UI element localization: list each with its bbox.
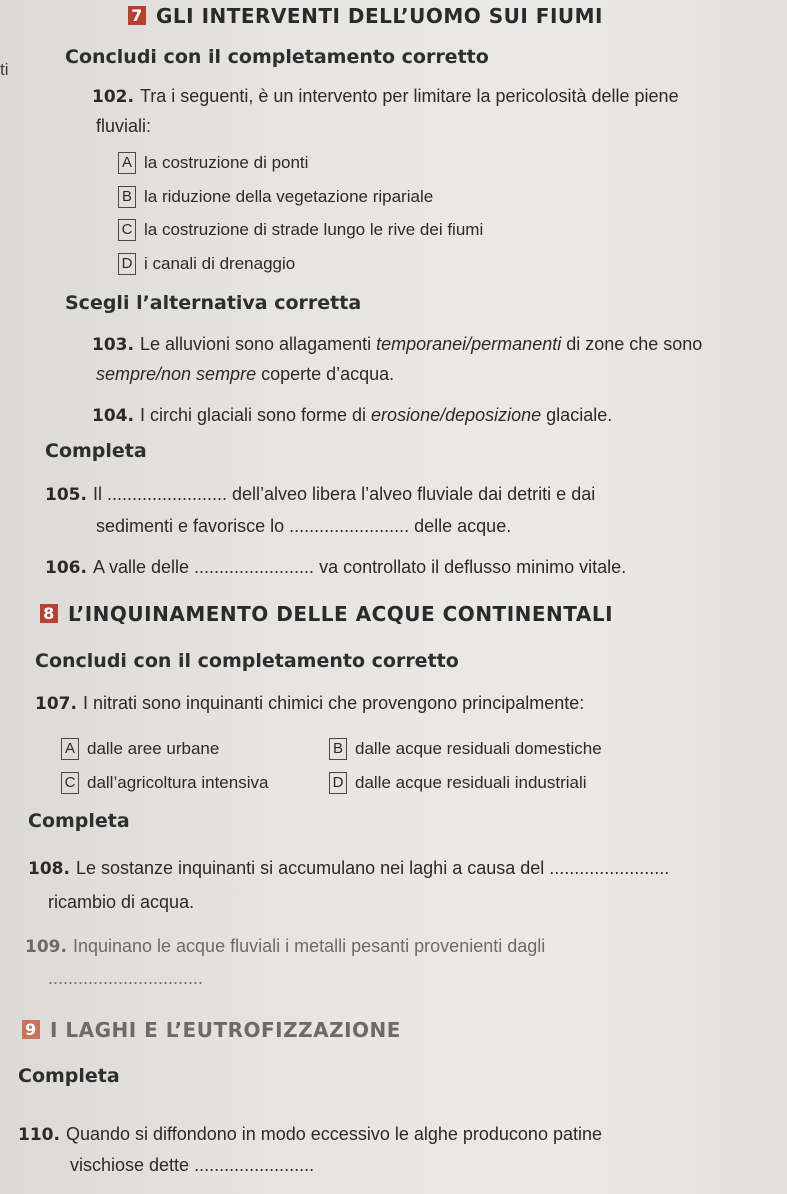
section-9-heading [22, 1018, 401, 1042]
question-text: Inquinano le acque fluviali i metalli pesanti provenienti dagli [72, 936, 546, 956]
question-number: 102. [92, 87, 134, 107]
section-8-heading [40, 602, 613, 626]
option-letter: A [61, 738, 79, 760]
question-105 [45, 484, 595, 505]
question-text: glaciale. [541, 405, 613, 425]
question-text: Le sostanze inquinanti si accumulano nei laghi a causa del [75, 858, 550, 878]
section-9-number: 9 [22, 1020, 40, 1039]
section-8-number: 8 [40, 604, 58, 623]
option-letter: A [118, 152, 136, 174]
question-108-line2: ricambio di acqua. [48, 892, 195, 912]
question-104 [92, 405, 612, 426]
blank-field[interactable]: ........................ [289, 516, 410, 536]
option-d[interactable] [329, 772, 587, 794]
question-number: 109. [25, 937, 67, 957]
question-number: 110. [18, 1125, 60, 1145]
section-9-title: I LAGHI E L’EUTROFIZZAZIONE [50, 1018, 401, 1042]
question-number: 103. [92, 335, 134, 355]
question-109 [25, 936, 545, 957]
question-102 [92, 86, 679, 107]
option-a[interactable] [61, 738, 219, 760]
option-b[interactable] [118, 186, 433, 208]
option-text: la riduzione della vegetazione ripariale [144, 187, 434, 206]
choice-option[interactable]: erosione/deposizione [371, 405, 542, 425]
option-c[interactable] [118, 219, 483, 241]
option-letter: D [329, 772, 347, 794]
question-text: va controllato il deflusso minimo vitale. [314, 557, 627, 577]
choice-option[interactable]: temporanei/permanenti [376, 334, 562, 354]
option-letter: B [329, 738, 347, 760]
blank-field[interactable]: ............................... [48, 968, 204, 988]
option-text: dalle acque residuali industriali [355, 773, 587, 792]
question-110 [18, 1124, 602, 1145]
blank-field[interactable]: ........................ [106, 484, 227, 504]
question-text: Il [92, 484, 107, 504]
question-105-line2 [96, 516, 511, 537]
question-108 [28, 858, 669, 879]
option-a[interactable] [118, 152, 308, 174]
question-number: 106. [45, 558, 87, 578]
section-7-title: GLI INTERVENTI DELL’UOMO SUI FIUMI [156, 4, 603, 28]
instruction-complete: Completa [28, 810, 130, 832]
option-text: dall’agricoltura intensiva [87, 773, 269, 792]
option-text: la costruzione di strade lungo le rive dei fiumi [144, 220, 484, 239]
section-8-title: L’INQUINAMENTO DELLE ACQUE CONTINENTALI [68, 602, 614, 626]
option-letter: C [118, 219, 136, 241]
question-text: delle acque. [409, 516, 512, 536]
blank-field[interactable]: ........................ [194, 557, 315, 577]
choice-option[interactable]: sempre/non sempre [96, 364, 257, 384]
question-text: sedimenti e favorisce lo [96, 516, 290, 536]
question-110-line2 [70, 1155, 314, 1176]
question-text: Tra i seguenti, è un intervento per limitare la pericolosità delle piene [139, 86, 679, 106]
question-text: Quando si diffondono in modo eccessivo le alghe producono patine [65, 1124, 602, 1144]
instruction-complete-correct: Concludi con il completamento corretto [65, 46, 489, 68]
blank-field[interactable]: ........................ [194, 1155, 315, 1175]
instruction-complete: Completa [18, 1065, 120, 1087]
instruction-complete-correct: Concludi con il completamento corretto [35, 650, 459, 672]
question-103-line2 [96, 364, 394, 385]
question-text: dell’alveo libera l’alveo fluviale dai detriti e dai [227, 484, 596, 504]
instruction-complete: Completa [45, 440, 147, 462]
question-107 [35, 693, 584, 714]
option-letter: B [118, 186, 136, 208]
question-text: A valle delle [92, 557, 195, 577]
option-text: dalle acque residuali domestiche [355, 739, 602, 758]
question-number: 107. [35, 694, 77, 714]
section-7-number: 7 [128, 6, 146, 25]
question-text: di zone che sono [561, 334, 703, 354]
blank-field[interactable]: ........................ [549, 858, 670, 878]
section-7-heading [128, 4, 603, 28]
question-text: Le alluvioni sono allagamenti [139, 334, 377, 354]
question-text: I nitrati sono inquinanti chimici che provengono principalmente: [82, 693, 585, 713]
option-text: i canali di drenaggio [144, 254, 296, 273]
question-106 [45, 557, 626, 578]
option-text: dalle aree urbane [87, 739, 220, 758]
question-text: vischiose dette [70, 1155, 195, 1175]
option-d[interactable] [118, 253, 295, 275]
question-text: coperte d’acqua. [256, 364, 395, 384]
margin-note: ti [0, 60, 9, 79]
option-text: la costruzione di ponti [144, 153, 309, 172]
option-c[interactable] [61, 772, 268, 794]
option-letter: C [61, 772, 79, 794]
question-text: I circhi glaciali sono forme di [139, 405, 372, 425]
option-letter: D [118, 253, 136, 275]
question-number: 104. [92, 406, 134, 426]
question-number: 105. [45, 485, 87, 505]
question-102-line2: fluviali: [96, 116, 152, 136]
question-number: 108. [28, 859, 70, 879]
question-103 [92, 334, 702, 355]
option-b[interactable] [329, 738, 602, 760]
instruction-choose-alternative: Scegli l’alternativa corretta [65, 292, 362, 314]
